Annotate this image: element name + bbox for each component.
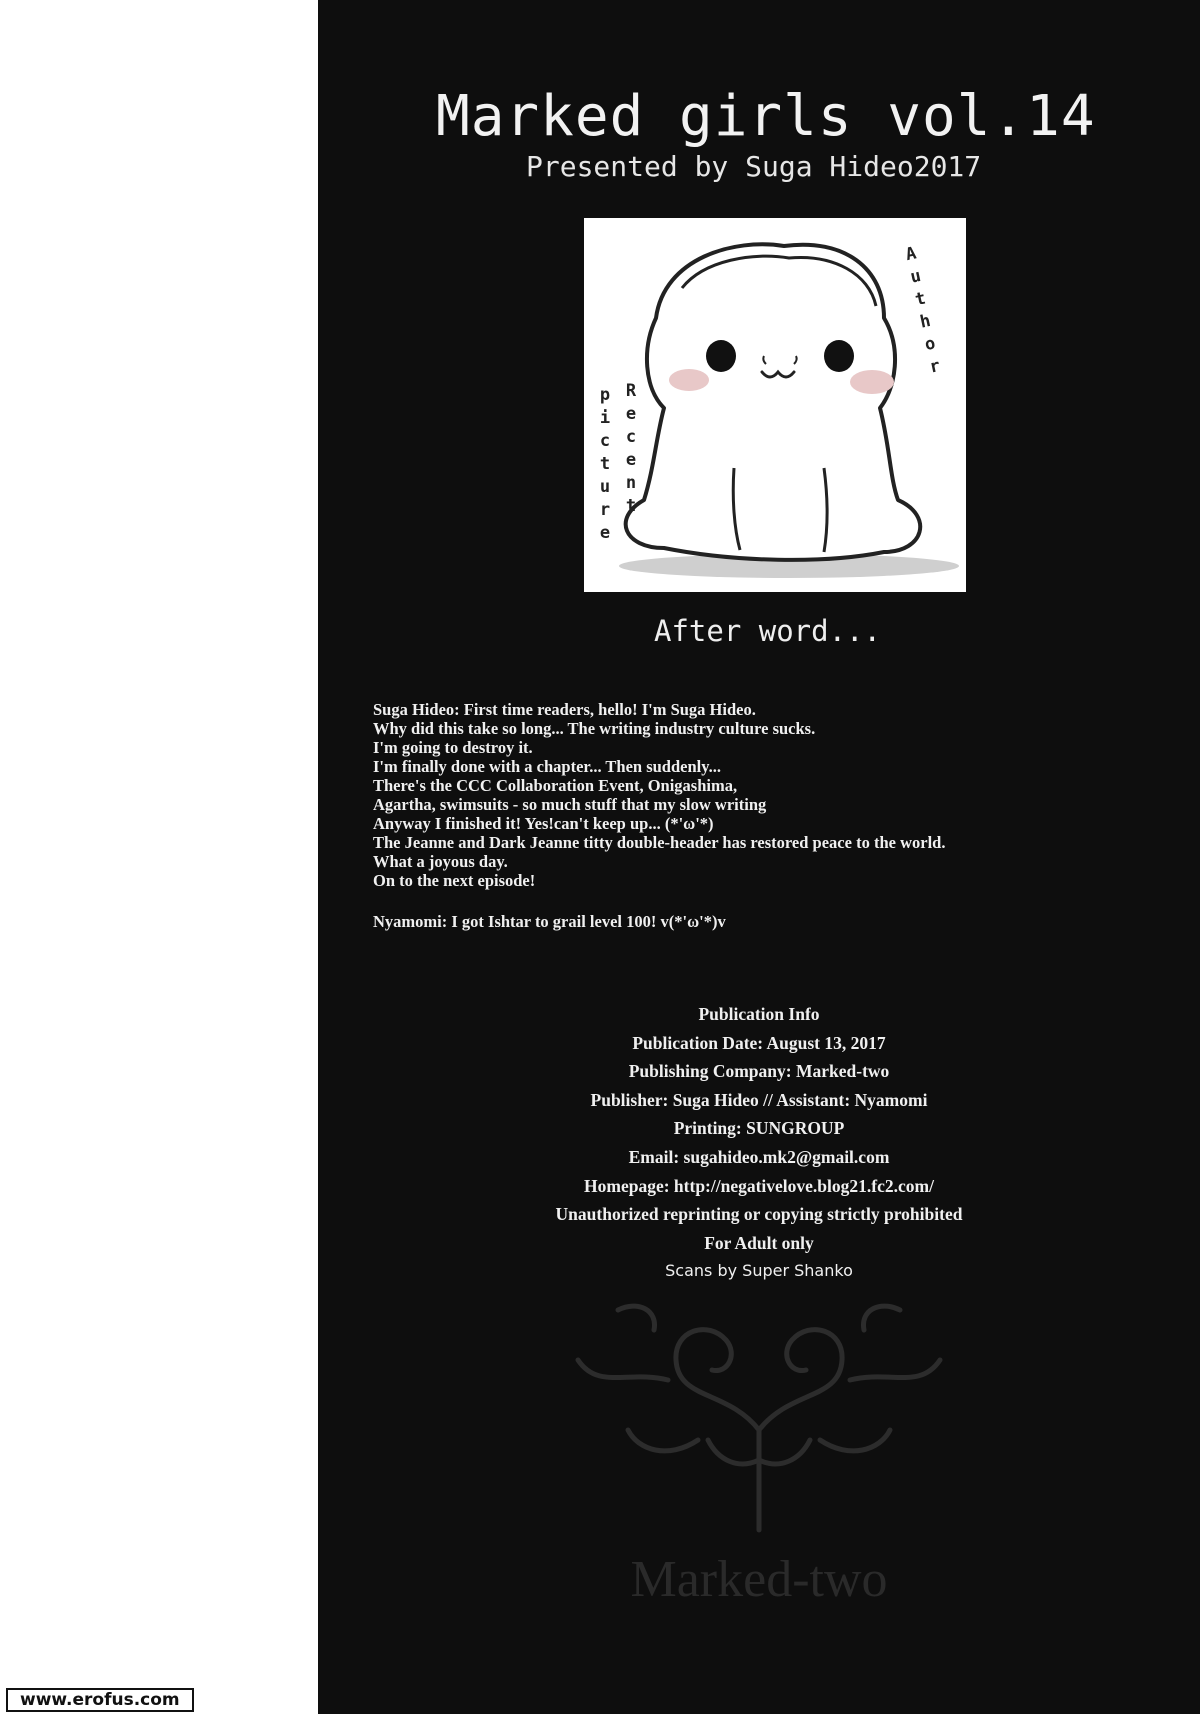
note-line: I'm going to destroy it.	[373, 738, 533, 757]
page-title: Marked girls vol.14	[436, 84, 1096, 149]
recent-label: Recent	[625, 381, 637, 516]
adult-notice: For Adult only	[704, 1232, 814, 1253]
afterword-page	[318, 0, 1200, 1714]
publication-info	[318, 1000, 1200, 1286]
publication-date: Publication Date: August 13, 2017	[632, 1032, 886, 1053]
afterword-notes	[373, 700, 1193, 890]
heart-ornament-icon	[558, 1290, 960, 1550]
note-line: There's the CCC Collaboration Event, Onigashima,	[373, 776, 738, 795]
copyright-notice: Unauthorized reprinting or copying strictly prohibited	[555, 1204, 963, 1225]
publisher: Publisher: Suga Hideo // Assistant: Nyamomi	[590, 1089, 928, 1110]
printing: Printing: SUNGROUP	[673, 1118, 845, 1139]
note-line: What a joyous day.	[373, 852, 508, 871]
note-line: I'm finally done with a chapter... Then suddenly...	[373, 757, 721, 776]
note-line: Why did this take so long... The writing industry culture sucks.	[373, 719, 816, 738]
afterword-heading: After word...	[654, 614, 881, 648]
scans-credit: Scans by Super Shanko	[665, 1261, 853, 1281]
note-line: On to the next episode!	[373, 871, 536, 890]
nyamomi-note: Nyamomi: I got Ishtar to grail level 100! v(*'ω'*)v	[373, 912, 726, 931]
note-line: The Jeanne and Dark Jeanne titty double-header has restored peace to the world.	[373, 833, 946, 852]
page-subtitle: Presented by Suga Hideo2017	[526, 150, 982, 183]
note-line: Suga Hideo: First time readers, hello! I'm Suga Hideo.	[373, 700, 756, 719]
publishing-company: Publishing Company: Marked-two	[628, 1061, 890, 1082]
homepage: Homepage: http://negativelove.blog21.fc2.com/	[584, 1175, 934, 1196]
site-watermark: www.erofus.com	[6, 1688, 194, 1712]
author-label: Author	[903, 243, 942, 378]
publication-heading: Publication Info	[698, 1004, 820, 1024]
left-blank-margin	[0, 0, 318, 1714]
email: Email: sugahideo.mk2@gmail.com	[628, 1146, 890, 1167]
picture-label: picture	[599, 385, 611, 543]
note-line: Agartha, swimsuits - so much stuff that my slow writing	[373, 795, 767, 814]
note-line: Anyway I finished it! Yes!can't keep up... (*'ω'*)	[373, 814, 714, 833]
author-picture	[584, 218, 966, 592]
marked-two-logo: Marked-two	[630, 1551, 888, 1608]
